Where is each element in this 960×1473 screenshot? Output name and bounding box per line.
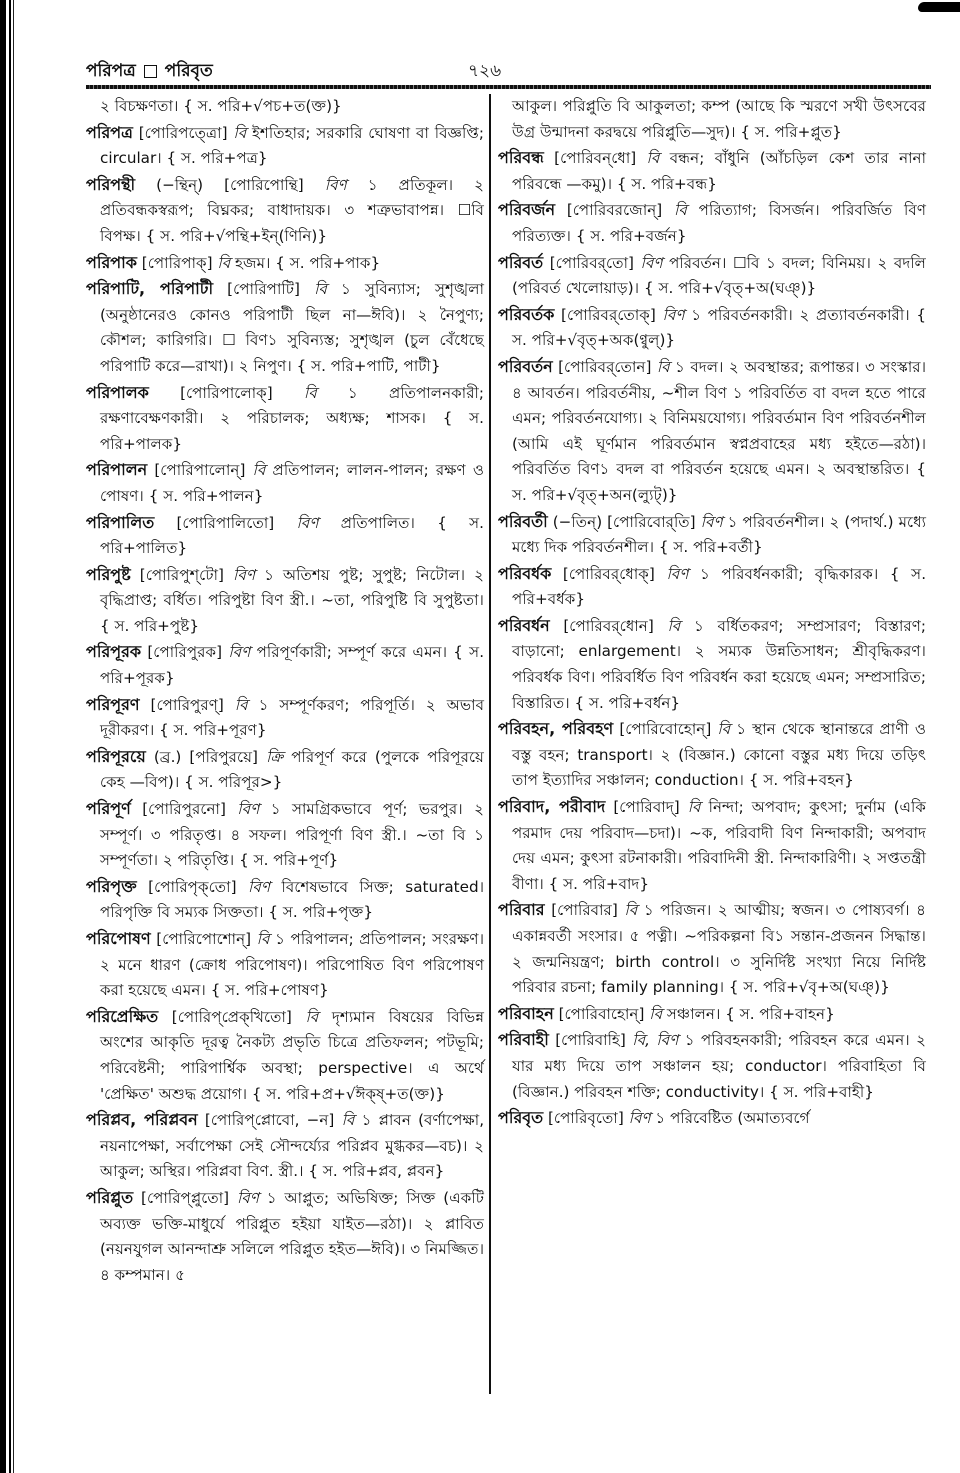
guide-word-first: পরিপত্র [86, 61, 136, 81]
etymology: { স. পরি+পাক} [275, 253, 381, 272]
part-of-speech: বিণ [236, 1188, 259, 1207]
definition: সঞ্চালন। [666, 1004, 721, 1023]
definition: বিশেষভাবে সিক্ত; saturated। পরিপৃক্তি বি সম্যক সিক্ততা। [100, 877, 485, 922]
dictionary-entry [86, 250, 484, 277]
headword: পরিপৃক্ত [86, 876, 137, 896]
part-of-speech: বিণ [237, 800, 260, 819]
dictionary-entry [498, 509, 926, 561]
pronunciation: [পোরিপালিতো] [176, 513, 275, 532]
etymology: { স. পরি+বর্ধক} [512, 564, 927, 609]
etymology: { স. পরি+প্লব, প্লবন} [308, 1162, 445, 1181]
part-of-speech: বি [667, 616, 681, 635]
pronunciation: (−ন্থিন্) [পোরিপোন্থি] [156, 175, 304, 194]
dictionary-entry [86, 562, 484, 640]
dictionary-entry [86, 120, 484, 172]
part-of-speech: বিণ [666, 564, 689, 583]
etymology: { স. পরি+√বৃ+অ(ঘঞ্)} [728, 978, 890, 997]
dictionary-entry [86, 380, 484, 458]
headword: পরিবাদ, পরীবাদ [498, 797, 606, 817]
definition: ১ পরিবর্ধনকারী; বৃদ্ধিকারক। [700, 564, 879, 583]
definition: ১ পরিবর্তনকারী। ২ প্রত্যাবর্তনকারী। [691, 305, 910, 324]
pronunciation: [পোরিপৃক্‌তো] [148, 877, 237, 896]
scan-edge [0, 0, 6, 1473]
pronunciation: [পোরিপুরনো] [142, 800, 226, 819]
pronunciation: [পোরিপ্‌প্রেক্‌খিতো] [171, 1007, 292, 1026]
part-of-speech: ক্রি [266, 747, 284, 766]
etymology: { স. পরি+পালন} [148, 486, 264, 505]
left-column [86, 94, 484, 1288]
part-of-speech: বি [303, 383, 317, 402]
headword: পরিপ্লব, পরিপ্লবন [86, 1110, 198, 1130]
pronunciation: [পোরিবন্‌ধো] [554, 149, 637, 168]
dictionary-entry [498, 1027, 926, 1105]
dictionary-entry [498, 613, 926, 716]
etymology: { স. পরি+পালিত} [100, 513, 484, 558]
part-of-speech: বি [687, 798, 701, 817]
square-separator-icon [144, 65, 157, 78]
headword: পরিবন্ধ [498, 148, 544, 168]
etymology: { স. পরি+পূর্ণ} [239, 851, 339, 870]
headword: পরিপূরয়ে [86, 746, 146, 766]
pronunciation: [পোরিপুশ্‌টো] [139, 565, 224, 584]
definition: নিন্দা; অপবাদ; কুৎসা; দুর্নাম (একি পরমাদ দেয় পরিবাদ—চদা)। ~ক, পরিবাদী বিণ নিন্দাকারী; অপবাদ দেয় এমন; কুৎসা রটনাকারী। পরিবাদিনী স্ত্রী. নিন্দাকারিণী। ২ সপ্ততন্ত্রী বীণা। [512, 798, 927, 893]
headword: পরিবৃত [498, 1108, 544, 1128]
part-of-speech: বি [256, 930, 270, 948]
part-of-speech: বি, বিণ [632, 1031, 679, 1050]
etymology: { স. পরি+পুষ্ট} [100, 616, 199, 635]
part-of-speech: বি [305, 1007, 319, 1026]
pronunciation: [পোরিপত্ত্রো] [138, 123, 228, 142]
headword: পরিবর্তন [498, 356, 553, 376]
etymology: { স. পরি+পূরণ} [159, 721, 267, 740]
definition: ১ পরিজন। ২ আত্মীয়; স্বজন। ৩ পোষ্যবর্গ। ৪ একান্নবর্তী সংসার। ৫ পত্নী। ~পরিকল্পনা বি১ সন্তান-প্রজনন সিদ্ধান্ত। ২ জন্মনিয়ন্ত্রণ; birth control। ৩ সুনির্দিষ্ট সংখ্যা নিয়ে নির্দিষ্ট পরিবার রচনা; family planning। [512, 901, 927, 997]
dictionary-entry [86, 744, 484, 796]
headword: পরিপালন [86, 460, 148, 480]
pronunciation: [পোরিপাক্] [141, 253, 213, 272]
pronunciation: [পোরিবর্‌তোন] [558, 357, 652, 376]
dictionary-entry [498, 1105, 926, 1132]
guide-words [86, 58, 213, 86]
pronunciation: [পোরিবাদ্] [613, 798, 680, 817]
part-of-speech: বি [656, 357, 670, 376]
definition: ১ বদল। ২ অবস্থান্তর; রূপান্তর। ৩ সংস্কার। ৪ আবর্তন। পরিবর্তনীয়, ~শীল বিণ ১ পরিবর্তিত বা বদল হতে পারে এমন; পরিবর্তনযোগ্য। ২ বিনিময়যোগ্য। পরিবর্তমান বিণ পরিবর্তনশীল (আমি এই ঘূর্ণমান পরিবর্তমান স্বপ্নপ্রবাহের মধ্য হইতে—রঠা)। পরিবর্তিত বিণ১ বদল বা পরিবর্তন হয়েছে এমন। ২ অবস্থান্তরিত। [512, 357, 927, 479]
definition: ১ সামগ্রিকভাবে পূর্ণ; ভরপুর। ২ সম্পূর্ণ। ৩ পরিতৃপ্ত। ৪ সফল। পরিপূর্ণা বিণ স্ত্রী.। ~তা বি ১ সম্পূর্ণতা। ২ পরিতৃপ্তি। [100, 800, 484, 870]
definition: ১ আপ্লুত; অভিষিক্ত; সিক্ত (একটি অব্যক্ত ভক্তি-মাধুর্যে পরিপ্লুত হইয়া যাইত—রঠা)। ২ প্লাবিত (নয়নযুগল আনন্দাশ্রু সলিলে পরিপ্লুত হইত—ঈবি)। ৩ নিমজ্জিত। ৪ কম্পমান। ৫ [100, 1188, 484, 1284]
definition: ১ অতিশয় পুষ্ট; সুপুষ্ট; নিটোল। ২ বৃদ্ধিপ্রাপ্ত; বর্ধিত। পরিপুষ্টা বিণ স্ত্রী.। ~তা, পরিপুষ্টি বি সুপুষ্টতা। [100, 565, 485, 610]
definition: ১ প্রতিকূল। ২ প্রতিবন্ধকস্বরূপ; বিঘ্নকর; বাধাদায়ক। ৩ শত্রুভাবাপন্ন। ☐বি বিপক্ষ। [100, 175, 484, 245]
etymology: { স. পরি+পালক} [100, 409, 484, 453]
etymology: { স. পরি+বন্ধ} [616, 174, 717, 193]
headword: পরিপাটি, পরিপাটী [86, 279, 214, 299]
headword: পরিপূর্ণ [86, 799, 131, 819]
part-of-speech: বিণ [662, 305, 685, 324]
definition: ১ সুবিন্যাস; সুশৃঙ্খলা (অনুষ্ঠানেরও কোনও পরিপাটী ছিল না—ঈবি)। ২ নৈপুণ্য; কৌশল; কারিগরি। ☐ বিণ১ সুবিন্যস্ত; সুশৃঙ্খল (চুল বেঁধেছে পরিপাটি করে—রাখা)। ২ নিপুণ। [100, 280, 485, 375]
pronunciation: [পোরিবরজোন্] [566, 201, 663, 220]
headword: পরিপোষণ [86, 929, 151, 948]
definition: ১ স্থান থেকে স্থানান্তরে প্রাণী ও বস্তু বহন; transport। ২ (বিজ্ঞান.) কোনো বস্তুর মধ্য দিয়ে তড়িৎ তাপ ইত্যাদির সঞ্চালন; conduction। [512, 720, 926, 790]
definition: পরিত্যাগ; বিসর্জন। পরিবর্জিত বিণ পরিত্যক্ত। [512, 201, 927, 245]
etymology: { স. পরি+বাহী} [769, 1082, 874, 1101]
part-of-speech: বি [314, 280, 327, 299]
dictionary-entry [498, 354, 926, 509]
part-of-speech: বিণ [640, 253, 663, 272]
headword: পরিবর্ধন [498, 615, 550, 635]
dictionary-entry [86, 457, 484, 509]
headword: পরিপূরণ [86, 694, 140, 714]
part-of-speech: বিণ [233, 565, 255, 584]
pronunciation: [পোরিবর্‌ধোন] [563, 616, 654, 635]
part-of-speech: বি [717, 720, 731, 739]
entry-continuation: আকুল। পরিপ্লুতি বি আকুলতা; কম্প (আছে কি স্মরণে সখী উৎসবের উগ্র উন্মাদনা করদ্বয়ে পরিপ্লুতি—সুদ)। { স. পরি+প্লুত} [512, 97, 926, 141]
headword: পরিপালিত [86, 512, 155, 532]
part-of-speech: বিণ [228, 643, 251, 662]
headword: পরিবর্ত [498, 252, 544, 272]
part-of-speech: বিণ [700, 512, 723, 531]
headword: পরিবর্জন [498, 200, 556, 220]
etymology: { স. পরি+বাহন} [725, 1004, 835, 1023]
etymology: { স. পরি+√বৃত্+অন(ল্যুট্)} [512, 460, 926, 504]
dictionary-entry [86, 926, 484, 1004]
pronunciation: [পোরিপুরণ্] [150, 695, 224, 714]
scan-blot [918, 2, 960, 12]
headword: পরিপন্থী [86, 174, 136, 194]
etymology: { স. পরি+প্র+√ঈক্ষ্+ত(ক্ত)} [251, 1084, 445, 1103]
headword: পরিপত্র [86, 122, 133, 142]
definition: দৃশ্যমান বিষয়ের বিভিন্ন অংশের আকৃতি দূরত্ব নৈকট্য প্রভৃতি চিত্রে প্রতিফলন; পটভূমি; পরিবেষ্টনী; পারিপার্শ্বিক অবস্থা; perspective। এ অর্থে 'প্রেক্ষিত' অশুদ্ধ প্রয়োগ। [100, 1007, 485, 1103]
pronunciation: [পোরিপ্‌প্লোবো, −ন] [204, 1111, 335, 1130]
pronunciation: [পোরিবৃতো] [547, 1109, 624, 1128]
definition: পরিপূর্ণকারী; সম্পূর্ণ করে এমন। [256, 643, 448, 662]
pronunciation: (ব্র.) [পরিপুরয়ে] [153, 747, 258, 766]
dictionary-entry [498, 561, 926, 613]
headword: পরিবর্তক [498, 304, 555, 324]
etymology: { স. পরি+পৃক্ত} [268, 903, 374, 922]
dictionary-entry [86, 639, 484, 691]
pronunciation: [পোরিবর্‌তো] [549, 253, 634, 272]
page-number: ৭২৬ [468, 61, 502, 81]
pronunciation: [পোরিপুরক] [147, 643, 223, 662]
headword: পরিবাহী [498, 1030, 549, 1050]
part-of-speech: বি [233, 123, 247, 142]
etymology: { স. পরি+বহন} [748, 771, 854, 790]
headword: পরিপ্রেক্ষিত [86, 1006, 159, 1026]
pronunciation: [পোরিবাহি] [555, 1031, 626, 1050]
pronunciation: [পোরিবোহোন্] [619, 720, 712, 739]
headword: পরিবহন, পরিবহণ [498, 719, 614, 739]
dictionary-entry [86, 1185, 484, 1288]
definition: ১ প্লাবন (বর্ণাপেক্ষা, নয়নাপেক্ষা, সর্বাপেক্ষা সেই সৌন্দর্য্যের পরিপ্লব মুগ্ধকর—বচ)। ২ আকুল; অস্থির। পরিপ্লবা বিণ. স্ত্রী.। [100, 1111, 485, 1181]
pronunciation: [পোরিপালোক্] [180, 383, 273, 402]
part-of-speech: বি [649, 1004, 663, 1023]
definition: পরিবর্তন। ☐বি ১ বদল; বিনিময়। ২ বদলি (পরিবর্ত খেলোয়াড়)। [512, 253, 926, 298]
definition: বন্ধন; বাঁধুনি (আঁচড়িল কেশ তার নানা পরিবন্ধে —কমু)। [512, 149, 927, 193]
pronunciation: [পোরিপ্‌প্লুতো] [141, 1188, 230, 1207]
dictionary-entry [86, 1107, 484, 1185]
definition: প্রতিপালন; লালন-পালন; রক্ষণ ও পোষণ। [100, 461, 485, 505]
headword: পরিপ্লুত [86, 1187, 134, 1207]
dictionary-entry [498, 145, 926, 197]
part-of-speech: বি [252, 461, 266, 480]
etymology: { স. পরি+√বৃত্+অ(ঘঞ্)} [643, 279, 817, 298]
scan-edge [13, 0, 14, 1473]
definition: ১ পরিবহনকারী; পরিবহন করে এমন। ২ যার মধ্য দিয়ে তাপ সঞ্চালন হয়; conductor। পরিবাহিতা বি (বিজ্ঞান.) পরিবহন শক্তি; conductivity। [512, 1031, 927, 1101]
dictionary-entry [86, 874, 484, 926]
headword: পরিবার [498, 900, 545, 920]
etymology: { স. পরি+পোষণ} [210, 981, 329, 1000]
definition: ১ পরিবর্তনশীল। ২ (পদার্থ.) মধ্যে মধ্যে দিক পরিবর্তনশীল। [512, 512, 927, 557]
etymology: { স. পরি+পাটি, পাটী} [296, 356, 441, 375]
part-of-speech: বি [217, 253, 231, 272]
guide-word-last: পরিবৃত [164, 61, 213, 81]
dictionary-entry [498, 897, 926, 1000]
dictionary-entry [498, 197, 926, 249]
part-of-speech: বি [234, 695, 248, 714]
etymology: { স. পরি+বর্ধন} [574, 693, 681, 712]
dictionary-entry [86, 1004, 484, 1107]
etymology: { স. পরি+√পন্থি+ইন্(ণিনি)} [145, 226, 328, 245]
dictionary-entry [498, 302, 926, 354]
entry-continuation: ২ বিচক্ষণতা। { স. পরি+√পচ+ত(ক্ত)} [100, 97, 342, 115]
header-rule [86, 85, 931, 89]
headword: পরিবর্তী [498, 511, 548, 531]
dictionary-entry [86, 510, 484, 562]
definition: ১ বর্ধিতকরণ; সম্প্রসারণ; বিস্তারণ; বাড়ানো; enlargement। ২ সম্যক উন্নতিসাধন; শ্রীবৃদ্ধিকরণ। পরিবর্ধক বিণ। পরিবর্ধিত বিণ পরিবর্ধন করা হয়েছে এমন; সম্প্রসারিত; বিস্তারিত। [512, 616, 927, 712]
pronunciation: [পোরিবর্‌তোক্] [561, 305, 656, 324]
pronunciation: [পোরিবার] [551, 901, 618, 920]
dictionary-entry [86, 276, 484, 379]
part-of-speech: বিণ [296, 513, 319, 532]
etymology: { স. পরি+পত্র} [166, 149, 268, 168]
etymology: { স. পরি+পূরক} [100, 643, 485, 688]
definition: ১ প্রতিপালনকারী; রক্ষণাবেক্ষণকারী। ২ পরিচালক; অধ্যক্ষ; শাসক। [100, 383, 485, 428]
dictionary-entry [498, 794, 926, 897]
headword: পরিপূরক [86, 642, 142, 662]
definition: হজম। [235, 253, 271, 272]
dictionary-entry [498, 716, 926, 794]
etymology: { স. পরি+বাদ} [548, 874, 650, 893]
pronunciation: [পোরিবাহোন্] [558, 1004, 645, 1023]
column-divider [489, 94, 491, 1394]
headword: পরিপুষ্ট [86, 564, 131, 584]
headword: পরিপাক [86, 252, 137, 272]
headword: পরিবাহন [498, 1003, 554, 1023]
etymology: { স. পরি+√বৃত্+অক(ণ্বুল্)} [512, 305, 927, 350]
part-of-speech: বিণ [628, 1109, 651, 1128]
headword: পরিবর্ধক [498, 563, 552, 583]
definition: ১ পরিপালন; প্রতিপালন; সংরক্ষণ। ২ মনে ধারণ (ক্রোধ পরিপোষণ)। পরিপোষিত বিণ পরিপোষণ করা হয়েছে এমন। [100, 930, 485, 1000]
etymology: { স. পরি+বর্তী} [658, 538, 763, 557]
dictionary-entry [86, 172, 484, 250]
dictionary-entry [498, 250, 926, 302]
pronunciation: (−তিন্) [পোরিবোর্‌তি] [552, 512, 696, 531]
right-column [498, 94, 926, 1132]
definition: পরিপূর্ণ করে (পুলকে পরিপূরয়ে কেহ —বিপ)। [100, 747, 484, 792]
definition: প্রতিপালিত। [340, 513, 415, 532]
dictionary-entry [86, 692, 484, 744]
pronunciation: [পোরিপালোন্] [154, 461, 246, 480]
scan-edge [9, 0, 11, 1473]
page-header [86, 58, 931, 84]
definition: ১ পরিবেষ্টিত (অমাত্যবর্গে [655, 1109, 810, 1128]
etymology: { স. পরি+বর্জন} [575, 226, 687, 245]
part-of-speech: বি [341, 1111, 355, 1130]
pronunciation: [পোরিপোশোন্] [156, 930, 252, 948]
part-of-speech: বিণ [248, 877, 270, 896]
etymology: { স. পরিপূর>} [184, 773, 283, 792]
definition: ১ সম্পূর্ণকরণ; পরিপূর্তি। ২ অভাব দূরীকরণ। [100, 695, 485, 740]
pronunciation: [পোরিবর্‌ধোক্] [562, 564, 655, 583]
part-of-speech: বি [674, 201, 687, 220]
part-of-speech: বি [624, 901, 638, 920]
definition: ইশতিহার; সরকারি ঘোষণা বা বিজ্ঞপ্তি; circular। [100, 123, 485, 168]
dictionary-entry [498, 1001, 926, 1028]
pronunciation: [পোরিপাটি] [227, 280, 300, 299]
part-of-speech: বিণ [324, 175, 347, 194]
headword: পরিপালক [86, 382, 149, 402]
dictionary-entry [86, 796, 484, 874]
part-of-speech: বি [646, 149, 660, 168]
